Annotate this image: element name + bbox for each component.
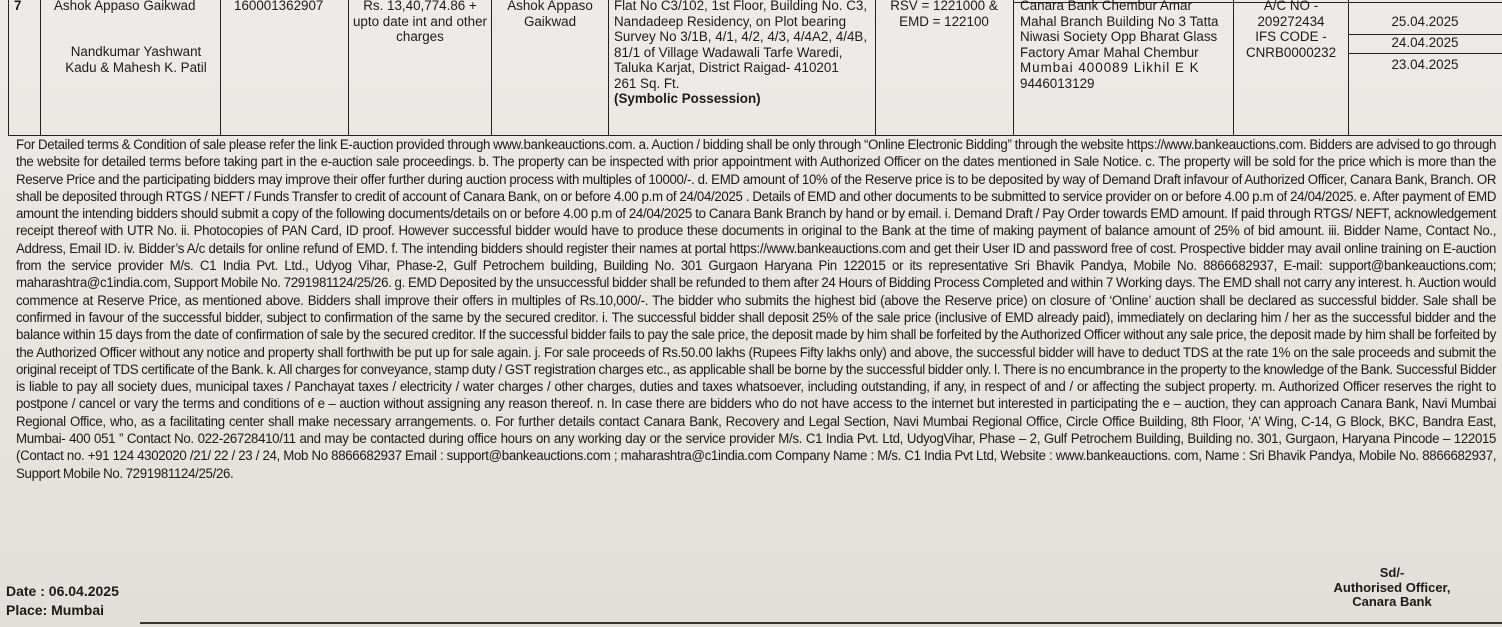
property-owner: Ashok Appaso Gaikwad xyxy=(507,0,593,29)
property-line: Flat No C3/102, 1st Floor, Building No. C3, xyxy=(614,0,868,13)
serial-number: 7 xyxy=(14,0,22,13)
terms-and-conditions: For Detailed terms & Condition of sale please refer the link E-auction provided through www.bankeauctions.com. a. Auction / bidding shall be only through “Online Electronic Bidding” through the website https://www.bankeauctions.com. Bidders are advised to go through the website for detailed terms before taking part in the e-auction sale proceedings. b. The property can be inspected with prior appointment with Authorized Officer on the dates mentioned in Sale Notice. c. The property will be sold for the price which is more than the Reserve Price and the participating bidders may improve their offer further during auction process with multiples of 10000/-. d. EMD amount of 10% of the Reserve price is to be deposited by way of Demand Draft infavour of Authorized Officer, Canara Bank, Branch. OR shall be deposited through RTGS / NEFT / Funds Transfer to credit of account of Canara Bank, on or before 4.00 p.m of 24/04/2025 . Details of EMD and other documents to be submitted to service provider on or before 4.00 p.m of 24/04/2025. e. After payment of EMD amount the intending bidders should submit a copy of the following documents/details on or before 4.00 p.m of 24/04/2025 to Canara Bank Branch by hand or by email. i. Demand Draft / Pay Order towards EMD amount. If paid through RTGS/ NEFT, acknowledgement receipt thereof with UTR No. ii. Photocopies of PAN Card, ID proof. However successful bidder would have to produce these documents in original to the Bank at the time of making payment of balance amount of 25% of bid amount. iii. Bidder Name, Contact No., Address, Email ID. iv. Bidder’s A/c details for online refund of EMD. f. The intending bidders should register their names at portal https://www.bankeauctions.com and get their User ID and password free of cost. Prospective bidder may avail online training on E-auction from the service provider M/s. C1 India Pvt. Ltd., Udyog Vihar, Phase-2, Gulf Petrochem building, Building No. 301 Gurgaon Haryana Pin 122015 or its representative Sri Bhavik Pandya, Mobile No. 8866682937, E-mail: support@bankeauctions.com; maharashtra@c1india.com, Support Mobile No. 7291981124/25/26. g. EMD Deposited by the unsuccessful bidder shall be refunded to them after 24 Hours of Bidding Process Completed and within 7 Working days. The EMD shall not carry any interest. h. Auction would commence at Reserve Price, as mentioned above. Bidders shall improve their offers in multiples of Rs.10,000/-. The bidder who submits the highest bid (above the Reserve price) on closure of ‘Online’ auction shall be declared as successful bidder. Sale shall be confirmed in favour of the successful bidder, subject to confirmation of the same by the secured creditor. i. The successful bidder shall deposit 25% of the sale price (inclusive of EMD already paid), immediately on declaring him / her as the successful bidder and the balance within 15 days from the date of confirmation of sale by the secured creditor. If the successful bidder fails to pay the sale price, the deposit made by him shall be forfeited by the Authorized Officer without any sale price, the deposit made by him shall be forfeited by the Authorized Officer without any notice and property shall forthwith be put up for sale again. j. For sale proceeds of Rs.50.00 lakhs (Rupees Fifty lakhs only) and above, the successful bidder will have to deduct TDS at the rate 1% on the sale proceeds and submit the original receipt of TDS certificate of the Bank. k. All charges for conveyance, stamp duty / GST registration charges etc., as applicable shall be borne by the successful bidder only. l. There is no encumbrance in the property to the knowledge of the Bank. Successful Bidder is liable to pay all society dues, municipal taxes / Panchayat taxes / electricity / water charges / other charges, duties and taxes whatsoever, including outstanding, if any, in respect of and / or affecting the subject property. m. Authorized Officer reserves the right to postpone / cancel or vary the terms and conditions of e – auction without assigning any reason thereof. n. In case there are bidders who do not have access to the internet but interested in participating the e – auction, they can approach Canara Bank, Navi Mumbai Regional Office, who, as a facilitating center shall make necessary arrangements. o. For further details contact Canara Bank, Recovery and Legal Section, Navi Mumbai Regional Office, Circle Office Building, 8th Floor, ‘A’ Wing, C-14, G Block, BKC, Bandra East, Mumbai- 400 051 ” Contact No. 022-26728410/11 and may be contacted during office hours on any working day or the service provider M/s. C1 India Pvt. Ltd, UdyogVihar, Phase – 2, Gulf Petrochem Building, Building no. 301, Gurgaon, Haryana Pincode – 122015 (Contact no. +91 124 4302020 /21/ 22 / 23 / 24, Mob No 8866682937 Email : support@bankeauctions.com ; maharashtra@c1india.com Company Name : M/s. C1 India Pvt Ltd, Website : www.bankeauctions. com, Name : Sri Bhavik Pandya, Mobile No. 8866682937, Support Mobile No. 7291981124/25/26. xyxy=(16,137,1497,482)
column-divider xyxy=(348,0,349,135)
column-divider xyxy=(608,0,609,135)
possession-status: (Symbolic Possession) xyxy=(614,91,761,106)
branch-line: Canara Bank Chembur Amar xyxy=(1020,0,1192,13)
signature-mark: Sd/- xyxy=(1379,565,1405,580)
property-description xyxy=(614,0,870,107)
property-line: Survey No 3/1B, 4/1, 4/2, 4/3, 4/4A2, 4/4B, xyxy=(614,29,868,44)
guarantor-names: Nandkumar Yashwant Kadu & Mahesh K. Patil xyxy=(65,44,207,75)
branch-line: 9446013129 xyxy=(1020,75,1095,91)
date-rule xyxy=(1348,53,1502,54)
auction-date: 25.04.2025 xyxy=(1391,14,1459,29)
outstanding-amount: Rs. 13,40,774.86 + upto date int and other charges xyxy=(352,0,487,44)
bank-account-number: 209272434 xyxy=(1257,13,1325,29)
column-divider xyxy=(1233,0,1234,135)
column-divider xyxy=(40,0,41,135)
branch-details xyxy=(1020,0,1230,91)
borrower-name: Ashok Appaso Gaikwad xyxy=(54,0,196,13)
column-divider xyxy=(220,0,221,135)
property-line: Taluka Karjat, District Raigad- 410201 xyxy=(614,60,839,75)
notice-date: Date : 06.04.2025 xyxy=(6,583,119,599)
column-divider xyxy=(875,0,876,135)
branch-line: Niwasi Society Opp Bharat Glass xyxy=(1020,29,1218,44)
branch-line: Factory Amar Mahal Chembur xyxy=(1020,44,1199,60)
reserve-price: RSV = 1221000 & xyxy=(890,0,998,13)
notice-place: Place: Mumbai xyxy=(6,602,105,618)
property-line: 261 Sq. Ft. xyxy=(614,75,680,91)
emd-amount: EMD = 122100 xyxy=(899,13,989,29)
emd-last-date: 24.04.2025 xyxy=(1391,35,1459,50)
account-label: A/C NO - xyxy=(1263,0,1319,13)
branch-line: Mumbai 400089 Likhil E K xyxy=(1020,60,1200,75)
ifsc-code: CNRB0000232 xyxy=(1245,44,1337,60)
table-bottom-rule xyxy=(8,135,1502,136)
account-number: 160001362907 xyxy=(234,0,324,13)
ifsc-label: IFS CODE - xyxy=(1255,29,1327,44)
column-divider xyxy=(491,0,492,135)
property-line: Nandadeep Residency, on Plot bearing xyxy=(614,13,847,29)
inspection-date: 23.04.2025 xyxy=(1391,57,1459,72)
property-line: 81/1 of Village Wadawali Tarfe Waredi, xyxy=(614,44,843,60)
bank-account-details xyxy=(1236,0,1346,60)
reserve-price-emd xyxy=(878,0,1010,29)
column-divider xyxy=(1013,0,1014,135)
signatory-title: Authorised Officer, xyxy=(1333,579,1451,595)
bottom-rule xyxy=(140,622,1502,624)
auction-table xyxy=(8,0,1502,135)
column-divider xyxy=(1348,0,1349,135)
table-border-left xyxy=(8,0,9,135)
signature-block xyxy=(1312,566,1472,610)
branch-line: Mahal Branch Building No 3 Tatta xyxy=(1020,13,1219,29)
signatory-bank: Canara Bank xyxy=(1352,594,1432,609)
